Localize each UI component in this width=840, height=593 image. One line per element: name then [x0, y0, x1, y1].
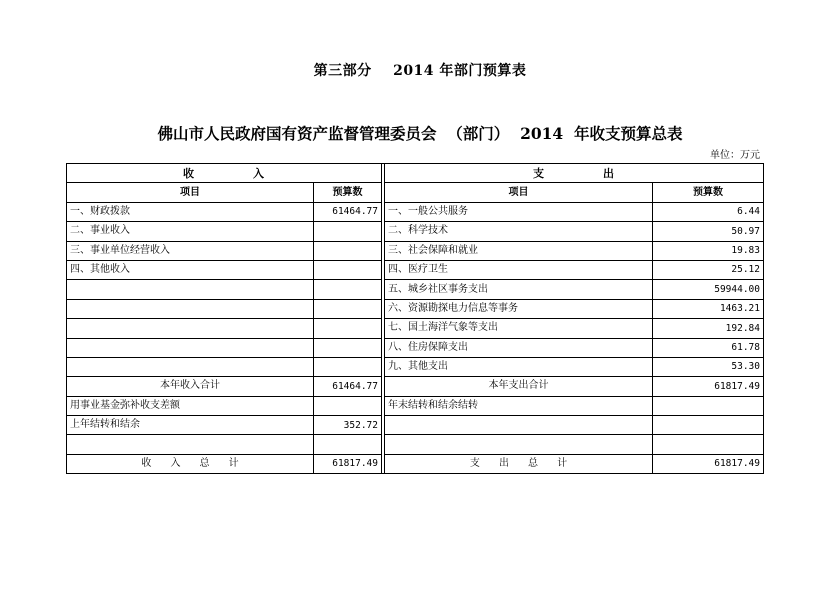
income-item — [67, 357, 314, 376]
income-value — [314, 299, 382, 318]
expense-item: 六、资源勘探电力信息等事务 — [385, 299, 653, 318]
expense-value: 192.84 — [653, 319, 764, 338]
income-item — [67, 280, 314, 299]
expense-total-label: 支 出 总 计 — [385, 454, 653, 473]
expense-item-header: 项目 — [385, 183, 653, 202]
table-row — [67, 357, 764, 376]
expense-item: 一、一般公共服务 — [385, 202, 653, 221]
income-value — [314, 338, 382, 357]
table-row — [67, 338, 764, 357]
table-title: 佛山市人民政府国有资产监督管理委员会 （部门） 2014 年收支预算总表 — [157, 124, 683, 143]
expense-item: 三、社会保障和就业 — [385, 241, 653, 260]
unit-label: 单位：万元 — [710, 150, 760, 161]
income-item: 三、事业单位经营收入 — [67, 241, 314, 260]
table-row — [67, 396, 764, 415]
expense-total-value: 61817.49 — [653, 454, 764, 473]
income-item — [67, 319, 314, 338]
expense-budget-header: 预算数 — [653, 183, 764, 202]
income-item-header: 项目 — [67, 183, 314, 202]
expense-value: 19.83 — [653, 241, 764, 260]
expense-item — [385, 416, 653, 435]
table-row — [67, 280, 764, 299]
income-total-label: 收 入 总 计 — [67, 454, 314, 473]
income-item: 用事业基金弥补收支差额 — [67, 396, 314, 415]
income-value: 61464.77 — [314, 202, 382, 221]
income-value — [314, 260, 382, 279]
income-value — [314, 241, 382, 260]
income-item — [67, 299, 314, 318]
expense-item: 七、国土海洋气象等支出 — [385, 319, 653, 338]
expense-item: 二、科学技术 — [385, 222, 653, 241]
income-item — [67, 338, 314, 357]
expense-subtotal-value: 61817.49 — [653, 377, 764, 396]
part-title: 第三部分 2014 年部门预算表 — [313, 63, 527, 79]
expense-item — [385, 435, 653, 454]
expense-item: 四、医疗卫生 — [385, 260, 653, 279]
table-row — [67, 435, 764, 454]
expense-item: 九、其他支出 — [385, 357, 653, 376]
expense-item: 八、住房保障支出 — [385, 338, 653, 357]
income-header: 收 入 — [67, 164, 382, 183]
income-value — [314, 396, 382, 415]
grand-total-row — [67, 454, 764, 473]
expense-value: 1463.21 — [653, 299, 764, 318]
income-subtotal-label: 本年收入合计 — [67, 377, 314, 396]
income-subtotal-value: 61464.77 — [314, 377, 382, 396]
expense-value: 6.44 — [653, 202, 764, 221]
table-row — [67, 222, 764, 241]
income-item: 上年结转和结余 — [67, 416, 314, 435]
table-section-header-row — [67, 164, 764, 183]
expense-value: 50.97 — [653, 222, 764, 241]
income-value — [314, 319, 382, 338]
table-row — [67, 416, 764, 435]
table-row — [67, 202, 764, 221]
income-value — [314, 435, 382, 454]
expense-value: 53.30 — [653, 357, 764, 376]
expense-value — [653, 396, 764, 415]
table-column-header-row — [67, 183, 764, 202]
expense-subtotal-label: 本年支出合计 — [385, 377, 653, 396]
income-value — [314, 280, 382, 299]
expense-value — [653, 435, 764, 454]
income-item: 二、事业收入 — [67, 222, 314, 241]
expense-header: 支 出 — [385, 164, 764, 183]
budget-summary-table — [66, 163, 764, 474]
table-row — [67, 241, 764, 260]
income-value: 352.72 — [314, 416, 382, 435]
table-row — [67, 319, 764, 338]
expense-item: 五、城乡社区事务支出 — [385, 280, 653, 299]
subtotal-row — [67, 377, 764, 396]
income-item: 一、财政拨款 — [67, 202, 314, 221]
table-row — [67, 260, 764, 279]
table-row — [67, 299, 764, 318]
income-budget-header: 预算数 — [314, 183, 382, 202]
income-total-value: 61817.49 — [314, 454, 382, 473]
expense-value — [653, 416, 764, 435]
income-value — [314, 357, 382, 376]
expense-value: 25.12 — [653, 260, 764, 279]
income-item — [67, 435, 314, 454]
expense-item: 年末结转和结余结转 — [385, 396, 653, 415]
income-item: 四、其他收入 — [67, 260, 314, 279]
expense-value: 61.78 — [653, 338, 764, 357]
expense-value: 59944.00 — [653, 280, 764, 299]
income-value — [314, 222, 382, 241]
